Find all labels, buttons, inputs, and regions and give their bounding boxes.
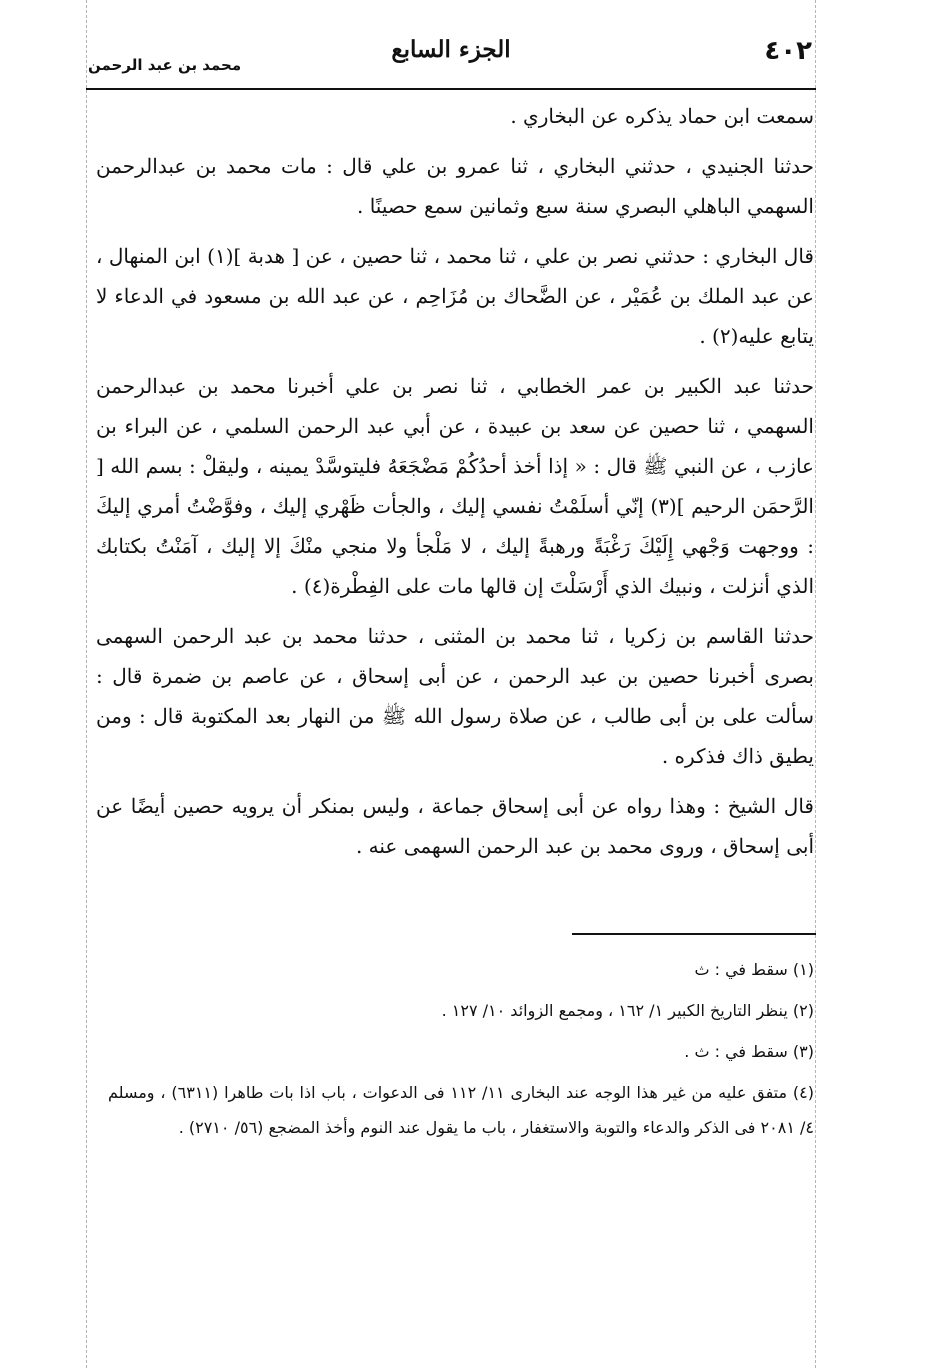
footnotes [108,952,814,1151]
paragraph-3: قال البخاري : حدثني نصر بن علي ، ثنا محمد ، ثنا حصين ، عن [ هدبة ](١) ابن المنهال ، عن عبد الملك بن عُمَيْر ، عن الضَّحاك بن مُزَاحِم ، عن عبد الله بن مسعود في الدعاء لا يتابع عليه(٢) . [96,244,814,348]
page-header [86,30,816,90]
page-number: ٤٠٢ [764,36,812,66]
footnote-4: (٤) متفق عليه من غير هذا الوجه عند البخارى ١١/ ١١٢ فى الدعوات ، باب اذا بات طاهرا (٦٣١١) ، ومسلم ٤/ ٢٠٨١ فى الذكر والدعاء والتوبة والاستغفار ، باب ما يقول عند النوم وأخذ المضجع (٥٦/ ٢٧١٠) . [108,1083,815,1137]
margin-guide-left [86,0,87,1368]
footnote-separator [572,933,816,935]
paragraph-1: سمعت ابن حماد يذكره عن البخاري . [510,104,814,128]
main-text [96,96,814,876]
paragraph-5: حدثنا القاسم بن زكريا ، ثنا محمد بن المثنى ، حدثنا محمد بن عبد الرحمن السهمى بصرى أخبرنا حصين بن عبد الرحمن ، عن أبى إسحاق ، عن عاصم بن ضمرة قال : سألت على بن أبى طالب ، عن صلاة رسول الله ﷺ من النهار بعد المكتوبة قال : ومن يطيق ذاك فذكره . [96,624,814,768]
footnote-2: (٢) ينظر التاريخ الكبير ١/ ١٦٢ ، ومجمع الزوائد ١٠/ ١٢٧ . [441,1001,814,1020]
volume-title: الجزء السابع [391,36,511,63]
margin-guide-right [815,0,816,1368]
paragraph-4: حدثنا عبد الكبير بن عمر الخطابي ، ثنا نصر بن علي أخبرنا محمد بن عبدالرحمن السهمي ، ثنا حصين عن سعد بن عبيدة ، عن أبي عبد الرحمن السلمي ، عن البراء بن عازب ، عن النبي ﷺ قال : « إذا أخذ أحدُكُمْ مَضْجَعَهُ فليتوسَّدْ يمينه ، وليقلْ : بسم الله [ الرَّحمَن الرحيم ](٣) إنّي أسلَمْتُ نفسي إليك ، والجأت ظَهْري إليك ، وفوَّضْتُ أمري إليكَ : ووجهت وَجْهي إِلَيْكَ رَغْبَةً ورهبةً إليك ، لا مَلْجأ ولا منجي منْكَ إلا إليك ، آمَنْتُ بكتابك الذي أنزلت ، ونبيك الذي أَرْسَلْتَ إن قالها مات على الفِطْرة(٤) . [96,374,814,598]
running-author: محمد بن عبد الرحمن [88,56,242,74]
paragraph-6: قال الشيخ : وهذا رواه عن أبى إسحاق جماعة ، وليس بمنكر أن يرويه حصين أيضًا عن أبى إسحاق ، وروى محمد بن عبد الرحمن السهمى عنه . [96,794,814,858]
paragraph-2: حدثنا الجنيدي ، حدثني البخاري ، ثنا عمرو بن علي قال : مات محمد بن عبدالرحمن السهمي الباهلي البصري سنة سبع وثمانين سمع حصينًا . [96,154,814,218]
footnote-3: (٣) سقط في : ث . [684,1042,814,1061]
footnote-1: (١) سقط في : ث [694,960,814,979]
